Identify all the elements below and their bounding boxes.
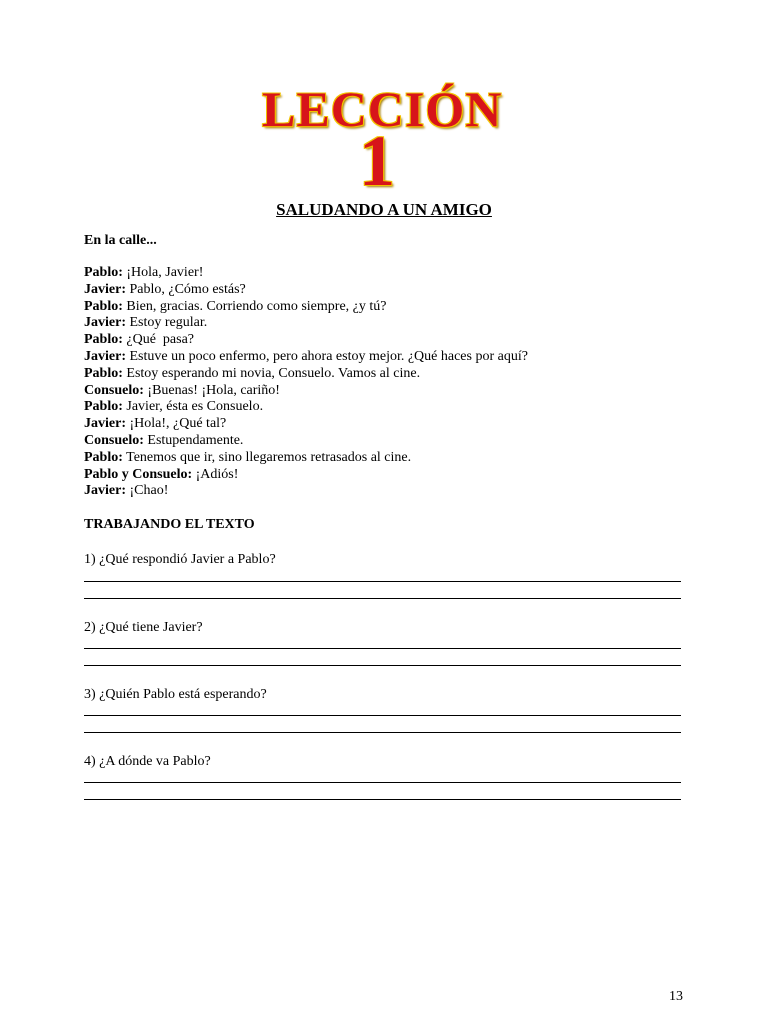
dialogue-line <box>84 366 528 383</box>
exercise-heading: TRABAJANDO EL TEXTO <box>84 517 255 532</box>
question-1: 1) ¿Qué respondió Javier a Pablo? <box>84 552 276 567</box>
dialogue-text: Estupendamente. <box>143 432 244 448</box>
setting-line: En la calle... <box>84 233 157 248</box>
dialogue-text: Javier, ésta es Consuelo. <box>122 399 264 415</box>
lesson-title-logo <box>262 81 503 201</box>
question-2: 2) ¿Qué tiene Javier? <box>84 620 203 635</box>
speaker-name: Javier: <box>84 483 126 499</box>
dialogue-text: ¡Buenas! ¡Hola, cariño! <box>143 382 280 398</box>
dialogue-text: ¡Hola!, ¿Qué tal? <box>125 416 227 432</box>
speaker-name: Pablo: <box>84 399 123 415</box>
question-3: 3) ¿Quién Pablo está esperando? <box>84 687 267 702</box>
speaker-name: Javier: <box>84 281 126 297</box>
dialogue-text: Pablo, ¿Cómo estás? <box>125 281 246 297</box>
speaker-name: Pablo: <box>84 365 123 381</box>
speaker-name: Pablo: <box>84 449 123 465</box>
dialogue-line <box>84 399 528 416</box>
answer-line[interactable] <box>84 782 681 783</box>
lesson-title-number: 1 <box>359 121 395 201</box>
dialogue-text: Bien, gracias. Corriendo como siempre, ¿y tú? <box>122 298 387 314</box>
dialogue-line <box>84 299 528 316</box>
lesson-subtitle: SALUDANDO A UN AMIGO <box>276 200 492 219</box>
dialogue-block <box>84 265 528 500</box>
dialogue-line <box>84 315 528 332</box>
dialogue-text: ¡Chao! <box>125 483 169 499</box>
dialogue-line <box>84 483 528 500</box>
answer-line[interactable] <box>84 648 681 649</box>
dialogue-text: ¡Adiós! <box>192 466 239 482</box>
speaker-name: Consuelo: <box>84 432 144 448</box>
speaker-name: Pablo: <box>84 265 123 280</box>
dialogue-line <box>84 467 528 484</box>
lesson-title-word: LECCIÓN <box>262 81 503 137</box>
speaker-name: Javier: <box>84 416 126 432</box>
speaker-name: Pablo: <box>84 298 123 314</box>
speaker-name: Javier: <box>84 348 126 364</box>
answer-line[interactable] <box>84 581 681 582</box>
question-4: 4) ¿A dónde va Pablo? <box>84 754 211 769</box>
dialogue-text: Estoy regular. <box>125 315 208 331</box>
dialogue-line <box>84 433 528 450</box>
dialogue-text: Estuve un poco enfermo, pero ahora estoy mejor. ¿Qué haces por aquí? <box>125 348 528 364</box>
speaker-name: Pablo: <box>84 332 123 348</box>
speaker-name: Pablo y Consuelo: <box>84 466 193 482</box>
answer-line[interactable] <box>84 598 681 599</box>
speaker-name: Javier: <box>84 315 126 331</box>
answer-line[interactable] <box>84 665 681 666</box>
dialogue-line <box>84 282 528 299</box>
dialogue-line <box>84 383 528 400</box>
dialogue-text: ¡Hola, Javier! <box>122 265 204 280</box>
dialogue-text: Estoy esperando mi novia, Consuelo. Vamos al cine. <box>122 365 421 381</box>
dialogue-text: Tenemos que ir, sino llegaremos retrasados al cine. <box>122 449 412 465</box>
answer-line[interactable] <box>84 799 681 800</box>
dialogue-line <box>84 416 528 433</box>
speaker-name: Consuelo: <box>84 382 144 398</box>
page-number: 13 <box>669 989 683 1004</box>
dialogue-line <box>84 265 528 282</box>
dialogue-line <box>84 332 528 349</box>
answer-line[interactable] <box>84 715 681 716</box>
dialogue-line <box>84 450 528 467</box>
dialogue-text: ¿Qué pasa? <box>122 332 195 348</box>
dialogue-line <box>84 349 528 366</box>
answer-line[interactable] <box>84 732 681 733</box>
